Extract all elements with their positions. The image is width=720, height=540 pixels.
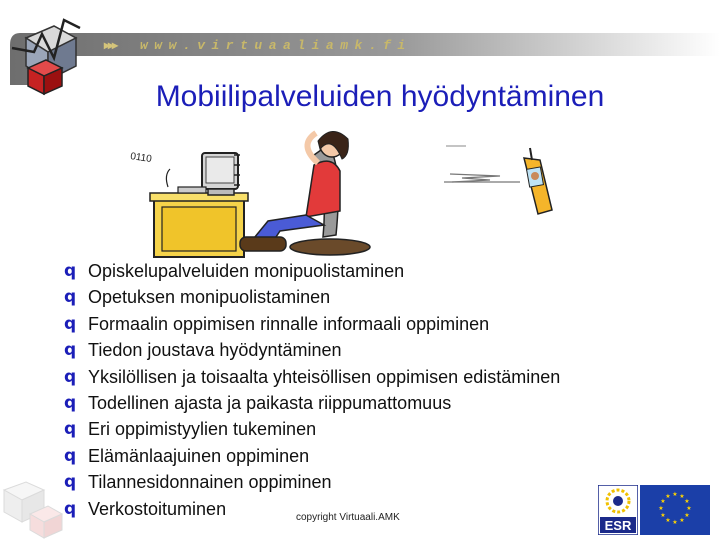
- svg-text:★: ★: [660, 512, 666, 519]
- bullet-marker: q: [64, 366, 77, 387]
- bullet-marker: q: [64, 340, 77, 361]
- list-item: [64, 337, 560, 363]
- svg-text:★: ★: [684, 498, 690, 505]
- bullet-text: Tiedon joustava hyödyntäminen: [88, 340, 342, 361]
- list-item: [64, 443, 560, 469]
- bullet-marker: q: [64, 313, 77, 334]
- bullet-marker: q: [64, 419, 77, 440]
- bullet-marker: q: [64, 498, 77, 519]
- bullet-marker: q: [64, 445, 77, 466]
- bullet-text: Formaalin oppimisen rinnalle informaali oppiminen: [88, 313, 490, 334]
- svg-text:★: ★: [660, 498, 666, 505]
- bullet-text: Opiskelupalveluiden monipuolistaminen: [88, 261, 405, 281]
- svg-text:★: ★: [672, 491, 678, 498]
- eu-flag-icon: [640, 485, 710, 535]
- bullet-list: [64, 258, 560, 522]
- header-arrows: ▸▸▸: [104, 38, 117, 52]
- svg-text:★: ★: [672, 519, 678, 526]
- binary-digits: 0110: [129, 151, 153, 165]
- bullet-text: Tilannesidonnainen oppiminen: [88, 472, 332, 493]
- list-item: [64, 364, 560, 390]
- bullet-text: Opetuksen monipuolistaminen: [88, 287, 331, 308]
- relaxing-person-computer-illustration: [118, 125, 378, 265]
- bullet-text: Eri oppimistyylien tukeminen: [88, 419, 317, 440]
- bullet-marker: q: [64, 472, 77, 493]
- esr-label: ESR: [604, 518, 632, 533]
- list-item: [64, 469, 560, 495]
- bullet-text: Verkostoituminen: [88, 498, 227, 519]
- header-url[interactable]: www.virtuaaliamk.fi: [140, 38, 412, 53]
- copyright-text: copyright Virtuaali.AMK: [296, 512, 400, 523]
- svg-text:★: ★: [684, 512, 690, 519]
- bullet-marker: q: [64, 392, 77, 413]
- mobile-phone-illustration: [440, 140, 560, 230]
- bullet-text: Elämänlaajuinen oppiminen: [88, 445, 310, 466]
- list-item: [64, 258, 560, 284]
- svg-text:★: ★: [658, 505, 664, 512]
- svg-text:★: ★: [679, 493, 685, 500]
- svg-text:★: ★: [665, 517, 671, 524]
- svg-text:★: ★: [679, 517, 685, 524]
- decorative-cubes: [0, 470, 90, 540]
- list-item: [64, 390, 560, 416]
- svg-text:★: ★: [686, 505, 692, 512]
- list-item: [64, 311, 560, 337]
- bullet-text: Todellinen ajasta ja paikasta riippumattomuus: [88, 392, 452, 413]
- bullet-marker: q: [64, 261, 77, 281]
- list-item: [64, 416, 560, 442]
- esr-logo: [598, 485, 638, 535]
- bullet-marker: q: [64, 287, 77, 308]
- bullet-text: Yksilöllisen ja toisaalta yhteisöllisen oppimisen edistäminen: [88, 366, 561, 387]
- svg-text:★: ★: [665, 493, 671, 500]
- list-item: [64, 284, 560, 310]
- slide-title: Mobiilipalveluiden hyödyntäminen: [155, 80, 605, 113]
